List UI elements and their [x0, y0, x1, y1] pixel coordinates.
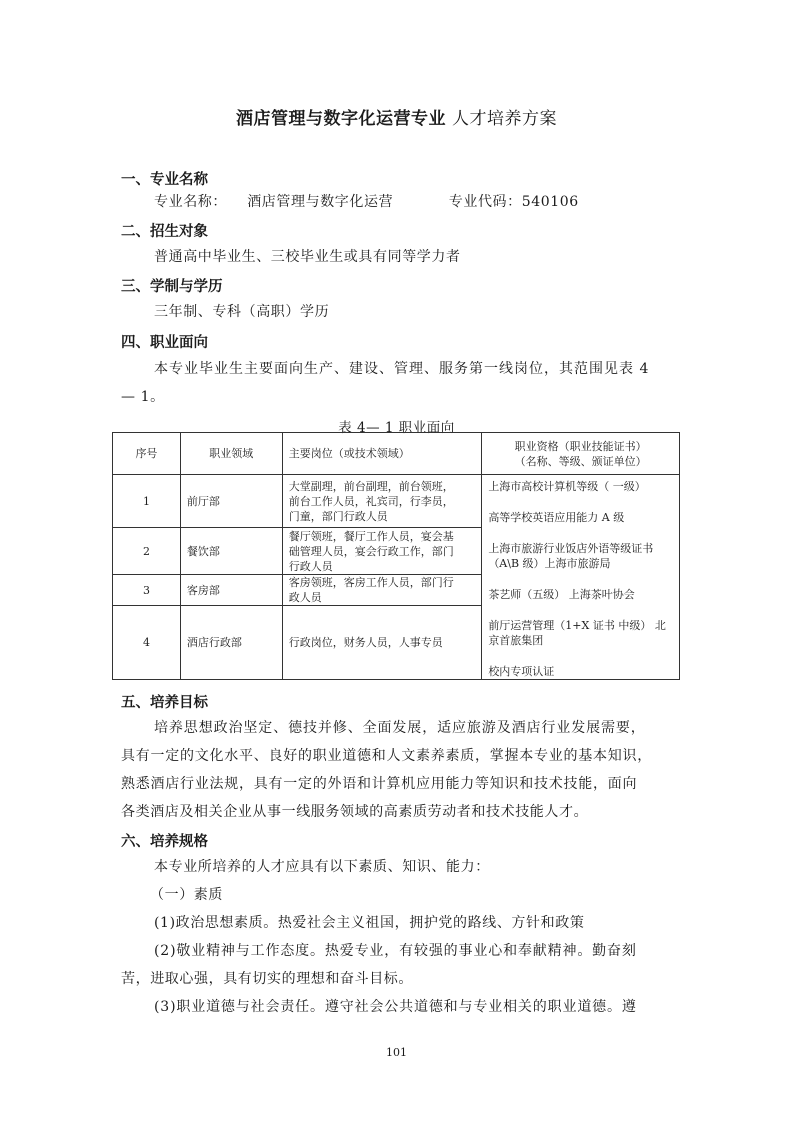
enrollment-line: 普通高中毕业生、三校毕业生或具有同等学力者 — [154, 249, 461, 265]
qualification-item: 茶艺师（五级） 上海茶叶协会 — [488, 588, 635, 601]
section-heading-2: 二、招生对象 — [121, 224, 208, 240]
header-no: 序号 — [113, 433, 181, 475]
row-posts-line: 础管理人员，宴会行政工作，部门 — [288, 544, 454, 558]
duration-line: 三年制、专科（高职）学历 — [154, 304, 330, 320]
row-no: 3 — [113, 575, 181, 606]
major-name-line: 专业名称： 酒店管理与数字化运营 专业代码：540106 — [154, 194, 579, 210]
table-caption: 表 4— 1 职业面向 — [338, 420, 455, 436]
row-posts-line: 餐厅领班，餐厅工作人员，宴会基 — [288, 529, 454, 543]
qualification-item: 前厅运营管理（1+X 证书 中级） 北京首旅集团 — [488, 619, 666, 647]
quality-item-3: (3)职业道德与社会责任。遵守社会公共道德和与专业相关的职业道德。遵 — [154, 999, 637, 1015]
qualifications-cell — [482, 475, 680, 680]
page-title — [0, 104, 793, 129]
quality-item-2: (2)敬业精神与工作态度。热爱专业，有较强的事业心和奉献精神。勤奋刻 — [154, 943, 637, 959]
table-row — [113, 475, 680, 528]
header-field: 职业领域 — [180, 433, 282, 475]
page-number: 101 — [386, 1046, 407, 1059]
spec-intro: 本专业所培养的人才应具有以下素质、知识、能力： — [154, 859, 490, 875]
section-heading-4: 四、职业面向 — [121, 335, 208, 351]
row-posts-line: 门童，部门行政人员 — [288, 509, 388, 523]
row-posts — [282, 528, 482, 575]
section-heading-6: 六、培养规格 — [121, 834, 208, 850]
qualification-item: 高等学校英语应用能力 A 级 — [488, 511, 625, 524]
row-no: 4 — [113, 606, 181, 680]
header-posts: 主要岗位（或技术领域） — [282, 433, 482, 475]
row-posts: 行政岗位，财务人员，人事专员 — [282, 606, 482, 680]
section-heading-5: 五、培养目标 — [121, 695, 208, 711]
goal-line-3: 熟悉酒店行业法规，具有一定的外语和计算机应用能力等知识和技术技能，面向 — [121, 776, 638, 792]
goal-line-4: 各类酒店及相关企业从事一线服务领域的高素质劳动者和技术技能人才。 — [121, 804, 589, 820]
title-major: 酒店管理与数字化运营专业 — [236, 109, 447, 129]
row-field: 客房部 — [180, 575, 282, 606]
row-no: 2 — [113, 528, 181, 575]
row-field: 前厅部 — [180, 475, 282, 528]
section-heading-1: 一、专业名称 — [121, 172, 208, 188]
row-no: 1 — [113, 475, 181, 528]
qualification-item: 校内专项认证 — [488, 665, 555, 678]
row-posts-line: 前台工作人员，礼宾司，行李员， — [288, 494, 454, 508]
quality-item-2-cont: 苦，进取心强，具有切实的理想和奋斗目标。 — [121, 971, 413, 987]
occupation-table — [112, 432, 680, 680]
row-posts — [282, 475, 482, 528]
row-posts-line: 行政人员 — [288, 559, 333, 573]
header-qualification-line-2: （名称、等级、颁证单位） — [514, 454, 647, 468]
header-qualification — [482, 433, 680, 475]
table-header-row — [113, 433, 680, 475]
row-posts-line: 政人员 — [288, 591, 322, 604]
row-posts — [282, 575, 482, 606]
row-field: 餐饮部 — [180, 528, 282, 575]
career-paragraph-line-2: — 1。 — [121, 389, 165, 405]
header-qualification-line-1: 职业资格（职业技能证书） — [514, 439, 647, 453]
title-suffix: 人才培养方案 — [446, 109, 557, 129]
qualification-item: 上海市旅游行业饭店外语等级证书（A\B 级）上海市旅游局 — [488, 542, 654, 570]
row-field: 酒店行政部 — [180, 606, 282, 680]
section-heading-3: 三、学制与学历 — [121, 279, 223, 295]
subheading-quality: （一）素质 — [150, 887, 223, 903]
qualification-item: 上海市高校计算机等级（ 一级） — [488, 480, 646, 493]
row-posts-line: 大堂副理，前台副理，前台领班， — [288, 479, 454, 493]
career-paragraph-line-1: 本专业毕业生主要面向生产、建设、管理、服务第一线岗位，其范围见表 4 — [154, 361, 650, 377]
goal-line-2: 具有一定的文化水平、良好的职业道德和人文素养素质，掌握本专业的基本知识， — [121, 748, 652, 764]
quality-item-1: (1)政治思想素质。热爱社会主义祖国，拥护党的路线、方针和政策 — [154, 915, 585, 931]
goal-line-1: 培养思想政治坚定、德技并修、全面发展，适应旅游及酒店行业发展需要， — [154, 720, 646, 736]
row-posts-line: 客房领班，客房工作人员，部门行 — [288, 576, 454, 589]
